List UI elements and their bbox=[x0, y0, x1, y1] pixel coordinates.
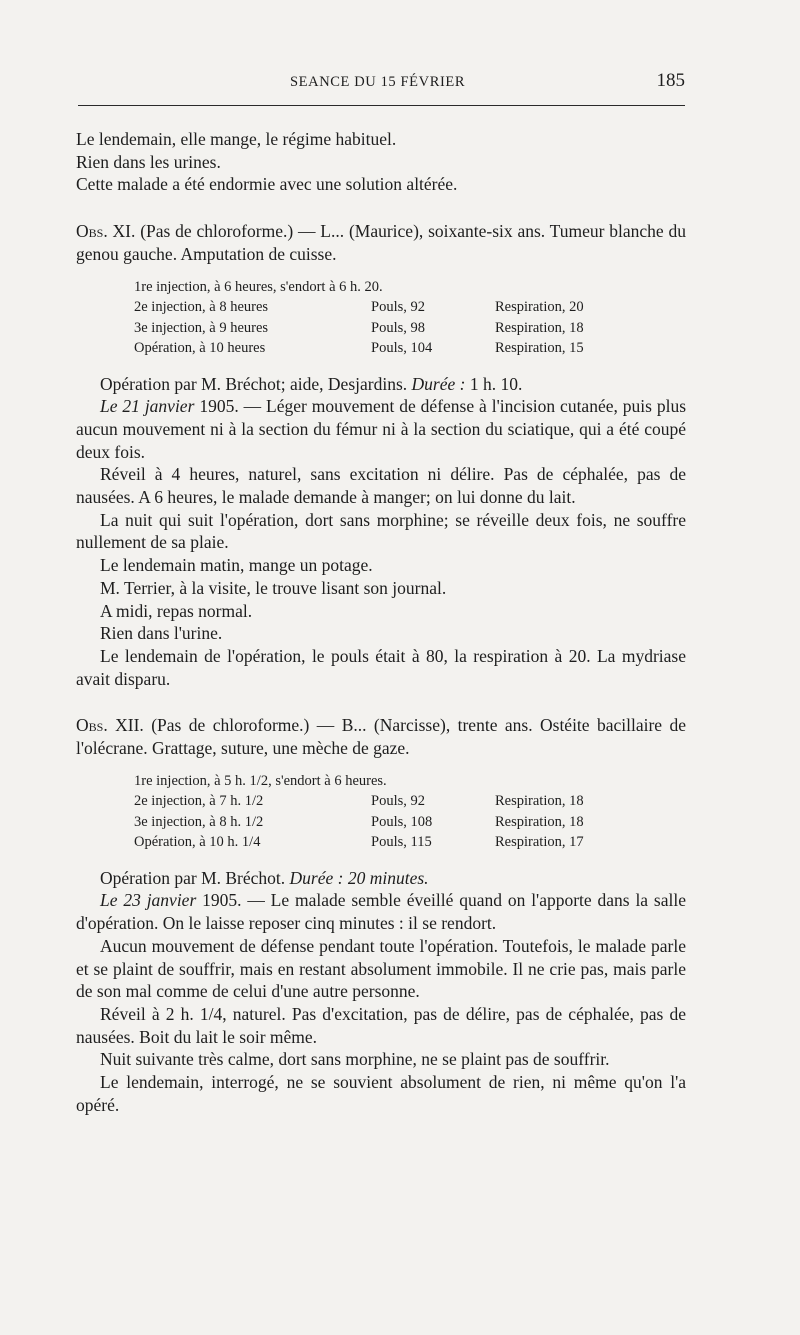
obs-11-table bbox=[134, 277, 686, 359]
obs-12-paragraph-3: Réveil à 2 h. 1/4, naturel. Pas d'excitation, pas de délire, pas de céphalée, pas de nausées. Boit du lait le soir même. bbox=[76, 1003, 686, 1047]
intro-line-3: Cette malade a été endormie avec une solution altérée. bbox=[76, 174, 458, 195]
table-row: 3e injection, à 9 heures Pouls, 98 Respiration, 18 bbox=[134, 319, 584, 336]
obs-12-first-injection: 1re injection, à 5 h. 1/2, s'endort à 6 heures. bbox=[134, 772, 387, 789]
obs-12-paragraph-1: Le 23 janvier 1905. — Le malade semble éveillé quand on l'apporte dans la salle d'opération. On le laisse reposer cinq minutes : il se rendort. bbox=[76, 890, 686, 934]
obs-11-paragraph-6: A midi, repas normal. bbox=[100, 600, 253, 621]
obs-12-label: Obs. XII. bbox=[76, 715, 144, 736]
table-row: 3e injection, à 8 h. 1/2 Pouls, 108 Respiration, 18 bbox=[134, 813, 584, 830]
obs-12-table bbox=[134, 771, 686, 853]
obs-12-paragraph-5: Le lendemain, interrogé, ne se souvient absolument de rien, ni même qu'on l'a opéré. bbox=[76, 1072, 686, 1115]
obs-11-label: Obs. XI. bbox=[76, 221, 136, 242]
obs-11-paragraph-5: M. Terrier, à la visite, le trouve lisant son journal. bbox=[100, 577, 447, 598]
page-header bbox=[75, 68, 685, 98]
obs-11-paragraph-3: La nuit qui suit l'opération, dort sans morphine; se réveille deux fois, ne souffre nullement de sa plaie. bbox=[76, 509, 686, 553]
table-row: 2e injection, à 8 heures Pouls, 92 Respiration, 20 bbox=[134, 299, 584, 316]
table-row: Opération, à 10 heures Pouls, 104 Respiration, 15 bbox=[134, 340, 584, 357]
page-body bbox=[76, 128, 686, 1117]
obs-12-paragraph-2: Aucun mouvement de défense pendant toute l'opération. Toutefois, le malade parle et se plaint de souffrir, mais en restant absolument immobile. Il ne crie pas, mais parle de son mal comme de celui d'une autre personne. bbox=[76, 935, 686, 1002]
obs-11-paragraph-2: Réveil à 4 heures, naturel, sans excitation ni délire. Pas de céphalée, pas de nausées. A 6 heures, le malade demande à manger; on lui donne du lait. bbox=[76, 464, 686, 508]
intro-line-2: Rien dans les urines. bbox=[76, 151, 221, 172]
obs-12-operation: Opération par M. Bréchot. Durée : 20 minutes. bbox=[100, 867, 429, 888]
obs-12-heading bbox=[76, 714, 686, 759]
obs-11-paragraph-8: Le lendemain de l'opération, le pouls était à 80, la respiration à 20. La mydriase avait disparu. bbox=[76, 645, 686, 689]
obs-11-heading-text: (Pas de chloroforme.) — L... (Maurice), soixante-six ans. Tumeur blanche du genou gauche. Amputation de cuisse. bbox=[76, 221, 687, 264]
obs-11-operation: Opération par M. Bréchot; aide, Desjardins. Durée : 1 h. 10. bbox=[100, 373, 523, 394]
obs-11-paragraph-4: Le lendemain matin, mange un potage. bbox=[100, 555, 373, 576]
obs-11-paragraph-1: Le 21 janvier 1905. — Léger mouvement de défense à l'incision cutanée, puis plus aucun mouvement ni à la section du fémur ni à la section du sciatique, qui a été coupé deux fois. bbox=[76, 396, 687, 462]
header-rule bbox=[78, 105, 685, 106]
obs-12-heading-text: (Pas de chloroforme.) — B... (Narcisse), trente ans. Ostéite bacillaire de l'olécrane. Grattage, suture, une mèche de gaze. bbox=[76, 715, 687, 759]
running-title: SEANCE DU 15 FÉVRIER bbox=[290, 74, 466, 90]
page-number: 185 bbox=[656, 70, 685, 91]
table-row: 2e injection, à 7 h. 1/2 Pouls, 92 Respiration, 18 bbox=[134, 793, 584, 810]
table-row: Opération, à 10 h. 1/4 Pouls, 115 Respiration, 17 bbox=[134, 834, 584, 851]
obs-11-first-injection: 1re injection, à 6 heures, s'endort à 6 h. 20. bbox=[134, 278, 383, 295]
obs-12-paragraph-4: Nuit suivante très calme, dort sans morphine, ne se plaint pas de souffrir. bbox=[100, 1049, 610, 1070]
obs-11-heading bbox=[76, 220, 686, 265]
obs-11-paragraph-7: Rien dans l'urine. bbox=[100, 623, 223, 644]
intro-line-1: Le lendemain, elle mange, le régime habituel. bbox=[76, 129, 397, 149]
